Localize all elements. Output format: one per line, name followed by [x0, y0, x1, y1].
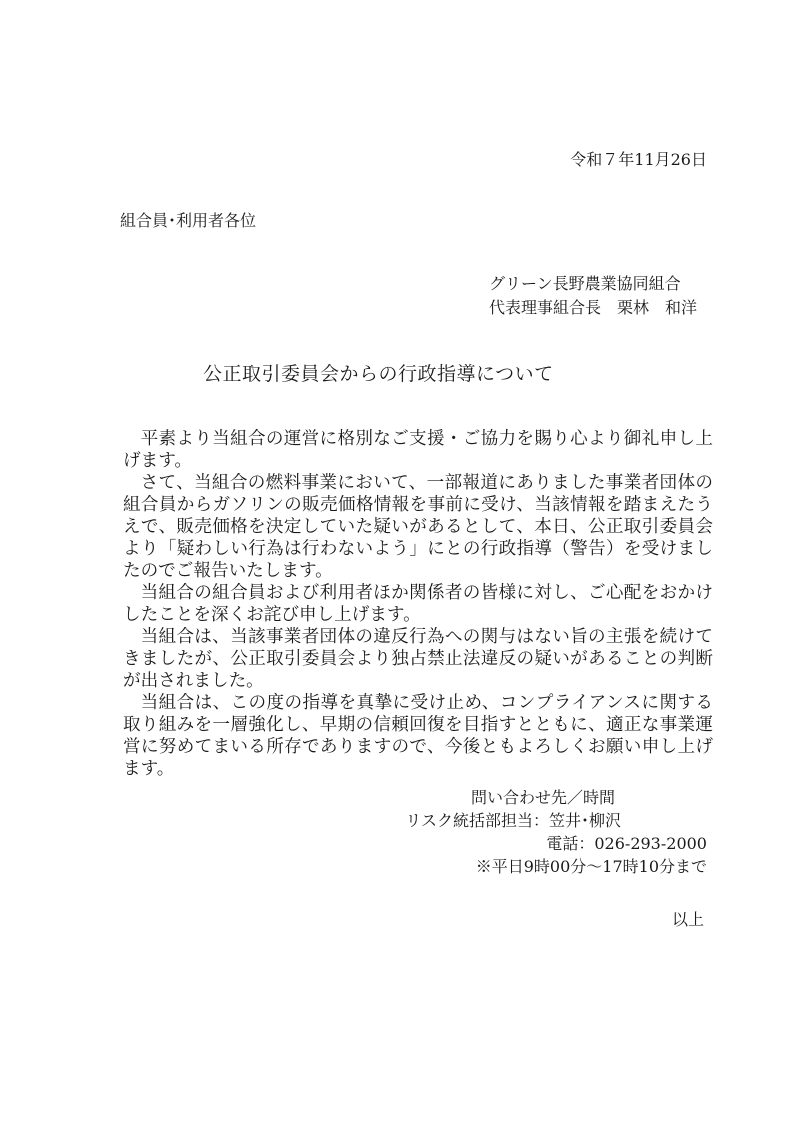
- body-paragraph: 平素より当組合の運営に格別なご支援・ご協力を賜り心より御礼申し上げます。: [123, 429, 713, 471]
- body-paragraph: 当組合は、当該事業者団体の違反行為への関与はない旨の主張を続けてきましたが、公正取引委員会より独占禁止法違反の疑いがあることの判断が出されました。: [123, 627, 713, 691]
- contact-block: [405, 786, 707, 878]
- document-body: [123, 428, 713, 780]
- body-paragraph: さて、当組合の燃料事業において、一部報道にありました事業者団体の組合員からガソリンの販売価格情報を事前に受け、当該情報を踏まえたうえで、販売価格を決定していた疑いがあるとして、本日、公正取引委員会より「疑わしい行為は行わないよう」にとの行政指導（警告）を受けましたのでご報告いたします。: [123, 473, 713, 581]
- contact-heading: 問い合わせ先／時間: [470, 788, 615, 807]
- sender-organization: グリーン長野農業協同組合: [489, 274, 681, 293]
- addressee: 組合員･利用者各位: [120, 211, 257, 230]
- contact-phone: 電話：026-293-2000: [546, 834, 707, 853]
- document-title: 公正取引委員会からの行政指導について: [203, 363, 554, 385]
- contact-department: リスク統括部担当：笠井･柳沢: [405, 811, 621, 830]
- body-paragraph: 当組合は、この度の指導を真摯に受け止め、コンプライアンスに関する取り組みを一層強化し、早期の信頼回復を目指すとともに、適正な事業運営に努めてまいる所存でありますので、今後ともよろしくお願い申し上げます。: [123, 693, 713, 779]
- issue-date: 令和７年11月26日: [570, 150, 707, 169]
- closing-mark: 以上: [671, 910, 704, 929]
- sender-block: [489, 272, 697, 320]
- sender-representative: 代表理事組合長 栗林 和洋: [489, 298, 698, 317]
- body-paragraph: 当組合の組合員および利用者ほか関係者の皆様に対し、ご心配をおかけしたことを深くお詫び申し上げます。: [123, 583, 713, 625]
- contact-hours: ※平日9時00分～17時10分まで: [475, 857, 707, 876]
